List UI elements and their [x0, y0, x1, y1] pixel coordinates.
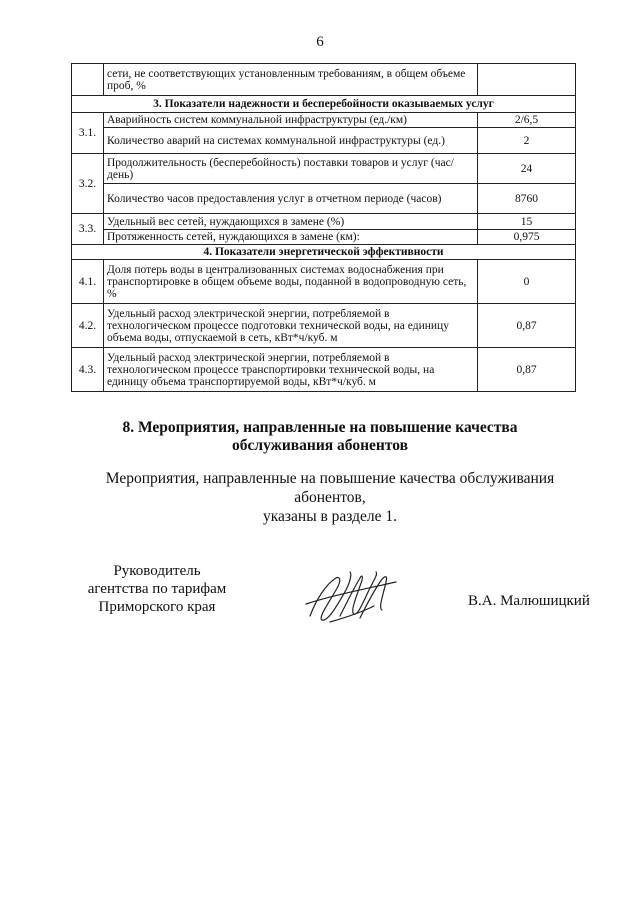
row-number: 3.3.	[72, 214, 104, 245]
signatory-name: В.А. Малюшицкий	[468, 593, 590, 609]
row-number: 3.1.	[72, 113, 104, 154]
table-row	[72, 154, 576, 184]
indicator-value	[478, 64, 576, 96]
indicator-value: 8760	[478, 184, 576, 214]
indicator-value: 2/6,5	[478, 113, 576, 128]
table-row	[72, 184, 576, 214]
section-header-row	[72, 245, 576, 260]
indicator-value: 24	[478, 154, 576, 184]
table-row	[72, 64, 576, 96]
handwritten-signature	[300, 560, 400, 632]
indicator-value: 0,87	[478, 348, 576, 392]
indicator-label: Протяженность сетей, нуждающихся в замене (км):	[104, 230, 478, 245]
indicator-value: 15	[478, 214, 576, 230]
signatory-position	[82, 562, 232, 616]
position-line: Руководитель	[113, 563, 201, 579]
page-number: 6	[316, 34, 324, 50]
section-8-heading	[100, 419, 540, 455]
position-line: Приморского края	[98, 599, 216, 615]
section-header-row	[72, 96, 576, 113]
table-row	[72, 128, 576, 154]
heading-line: обслуживания абонентов	[232, 437, 408, 454]
row-number-cell	[72, 64, 104, 96]
table-row	[72, 214, 576, 230]
indicator-label: Доля потерь воды в централизованных системах водоснабжения при транспортировке в общем объеме воды, поданной в водопроводную сеть, %	[104, 260, 478, 304]
indicator-label: Удельный расход электрической энергии, потребляемой в технологическом процессе транспортировки технической воды, на единицу объема транспортируемой воды, кВт*ч/куб. м	[104, 348, 478, 392]
table-row	[72, 304, 576, 348]
indicator-value: 0,975	[478, 230, 576, 245]
position-line: агентства по тарифам	[87, 581, 227, 597]
indicator-label: Продолжительность (бесперебойность) поставки товаров и услуг (час/день)	[104, 154, 478, 184]
section-title: 4. Показатели энергетической эффективности	[72, 245, 576, 260]
indicators-table	[71, 63, 576, 392]
indicator-label: Удельный расход электрической энергии, потребляемой в технологическом процессе подготовки технической воды, на единицу объема воды, отпускаемой в сеть, кВт*ч/куб. м	[104, 304, 478, 348]
indicator-value: 0,87	[478, 304, 576, 348]
indicator-label: Количество часов предоставления услуг в отчетном периоде (часов)	[104, 184, 478, 214]
indicator-label: сети, не соответствующих установленным требованиям, в общем объеме проб, %	[104, 64, 478, 96]
row-number: 4.1.	[72, 260, 104, 304]
paragraph-line: Мероприятия, направленные на повышение качества обслуживания абонентов,	[105, 470, 555, 506]
table-row	[72, 348, 576, 392]
indicator-value: 0	[478, 260, 576, 304]
row-number: 4.2.	[72, 304, 104, 348]
paragraph-line: указаны в разделе 1.	[262, 508, 398, 525]
table-row	[72, 260, 576, 304]
indicator-label: Аварийность систем коммунальной инфраструктуры (ед./км)	[104, 113, 478, 128]
indicator-label: Количество аварий на системах коммунальной инфраструктуры (ед.)	[104, 128, 478, 154]
table-row	[72, 113, 576, 128]
indicator-label: Удельный вес сетей, нуждающихся в замене (%)	[104, 214, 478, 230]
row-number: 4.3.	[72, 348, 104, 392]
indicator-value: 2	[478, 128, 576, 154]
section-title: 3. Показатели надежности и бесперебойности оказываемых услуг	[72, 96, 576, 113]
table-row	[72, 230, 576, 245]
row-number: 3.2.	[72, 154, 104, 214]
heading-line: 8. Мероприятия, направленные на повышение качества	[122, 419, 518, 436]
section-8-text	[75, 469, 585, 526]
